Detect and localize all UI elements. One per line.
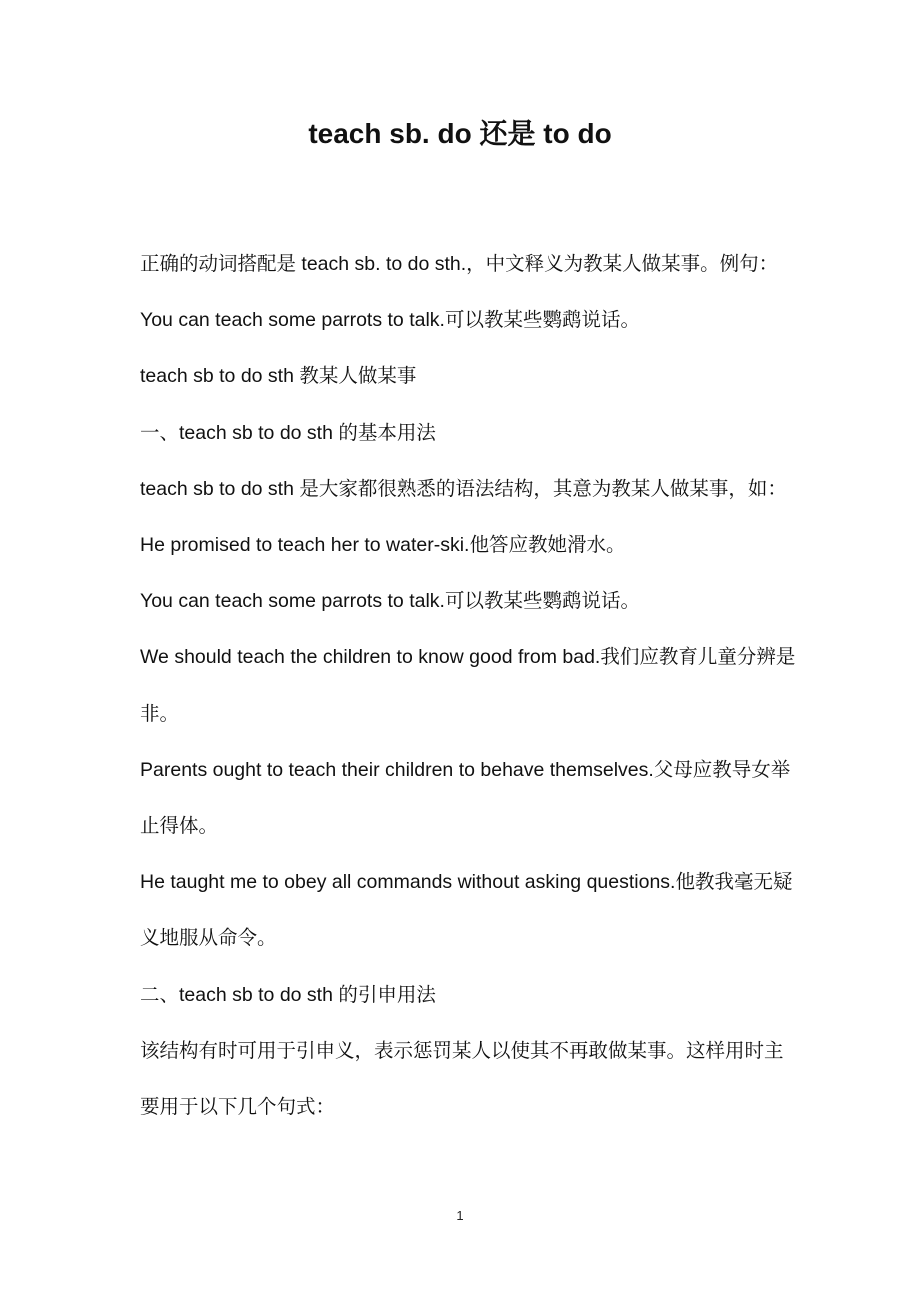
paragraph-extended-usage: 该结构有时可用于引申义，表示惩罚某人以使其不再敢做某事。这样用时主要用于以下几个句式： bbox=[140, 1039, 784, 1119]
section-heading-basic-usage: 一、teach sb to do sth 的基本用法 bbox=[140, 421, 436, 444]
page-number: 1 bbox=[456, 1208, 464, 1223]
example-sentence: He promised to teach her to water-ski.他答应教她滑水。 bbox=[140, 534, 626, 557]
example-sentence: We should teach the children to know good from bad.我们应教育儿童分辨是非。 bbox=[140, 646, 796, 725]
example-sentence: You can teach some parrots to talk.可以教某些鹦鹉说话。 bbox=[140, 590, 640, 613]
example-sentence: He taught me to obey all commands without asking questions.他教我毫无疑义地服从命令。 bbox=[140, 871, 793, 950]
document-body bbox=[140, 236, 800, 1135]
example-sentence: Parents ought to teach their children to behave themselves.父母应教导女举止得体。 bbox=[140, 758, 791, 838]
document-title: teach sb. do 还是 to do bbox=[308, 118, 612, 149]
section-heading-extended-usage: 二、teach sb to do sth 的引申用法 bbox=[140, 983, 436, 1006]
paragraph-phrase: teach sb to do sth 教某人做某事 bbox=[140, 365, 417, 388]
paragraph-intro: 正确的动词搭配是 teach sb. to do sth.，中文释义为教某人做某事。例句：You can teach some parrots to talk.可以教某些鹦鹉说话。 bbox=[140, 253, 779, 332]
paragraph-basic-usage: teach sb to do sth 是大家都很熟悉的语法结构，其意为教某人做某事，如： bbox=[140, 477, 787, 500]
